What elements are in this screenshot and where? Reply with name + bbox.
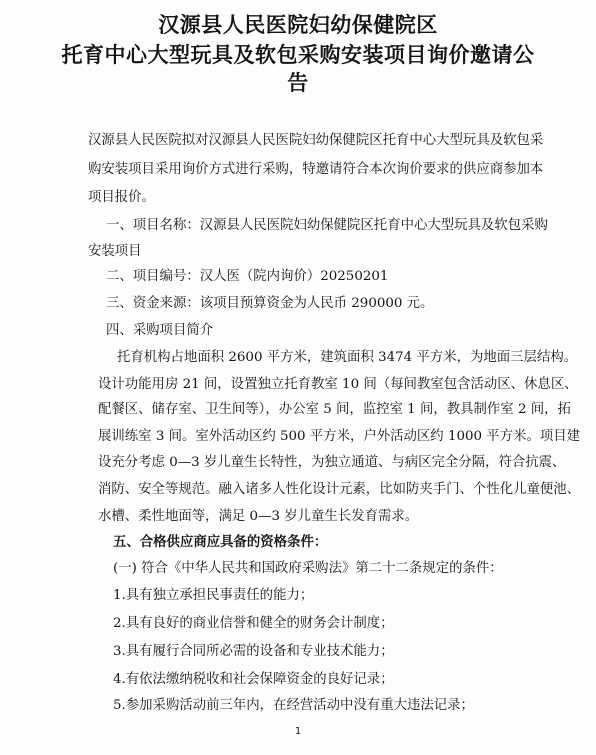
section-2-project-number: 二、项目编号：汉人医（院内询价）20250201: [106, 269, 389, 284]
intro-line: 汉源县人民医院拟对汉源县人民医院妇幼保健院区托育中心大型玩具及软包采: [88, 133, 544, 148]
section-5-subheading: (一) 符合《中华人民共和国政府采购法》第二十二条规定的条件：: [113, 561, 503, 576]
document-title-line-3: 告: [287, 70, 309, 95]
condition-item: 1.具有独立承担民事责任的能力；: [113, 588, 314, 603]
section-4-body-line: 设充分考虑 0—3 岁儿童生长特性，为独立通道、与病区完全分隔，符合抗震、: [98, 455, 566, 470]
section-4-body-line: 展训练室 3 间。室外活动区约 500 平方米，户外活动区约 1000 平方米。项目建: [98, 429, 581, 444]
section-4-body-line: 配餐区、储存室、卫生间等），办公室 5 间，监控室 1 间，教具制作室 2 间，拓: [98, 402, 571, 417]
condition-item: 2.具有良好的商业信誉和健全的财务会计制度；: [113, 616, 394, 631]
page-number: 1: [294, 726, 302, 737]
section-3-funding-source: 三、资金来源：该项目预算资金为人民币 290000 元。: [106, 296, 434, 311]
intro-line: 项目报价。: [88, 190, 155, 205]
section-5-heading: 五、合格供应商应具备的资格条件：: [113, 534, 328, 550]
condition-item: 3.具有履行合同所必需的设备和专业技术能力；: [113, 644, 394, 659]
section-4-body-line: 托育机构占地面积 2600 平方米，建筑面积 3474 平方米，为地面三层结构。: [117, 350, 578, 365]
section-4-body-line: 消防、安全等规范。融入诸多人性化设计元素，比如防夹手门、个性化儿童便池、: [98, 482, 581, 497]
condition-item: 4.有依法缴纳税收和社会保障资金的良好记录；: [113, 672, 394, 687]
document-title-line-1: 汉源县人民医院妇幼保健院区: [158, 12, 438, 37]
condition-item: 5.参加采购活动前三年内，在经营活动中没有重大违法记录；: [113, 698, 474, 713]
document-title-line-2: 托育中心大型玩具及软包采购安装项目询价邀请公: [61, 42, 535, 67]
section-4-body-line: 水槽、柔性地面等，满足 0—3 岁儿童生长发育需求。: [98, 509, 419, 524]
section-1-project-name-cont: 安装项目: [88, 244, 142, 259]
section-4-heading: 四、采购项目简介: [106, 323, 214, 338]
intro-line: 购安装项目采用询价方式进行采购，特邀请符合本次询价要求的供应商参加本: [88, 162, 544, 177]
section-4-body-line: 设计功能用房 21 间，设置独立托育教室 10 间（每间教室包含活动区、休息区、: [98, 377, 578, 392]
section-1-project-name: 一、项目名称：汉源县人民医院妇幼保健院区托育中心大型玩具及软包采购: [106, 218, 548, 233]
